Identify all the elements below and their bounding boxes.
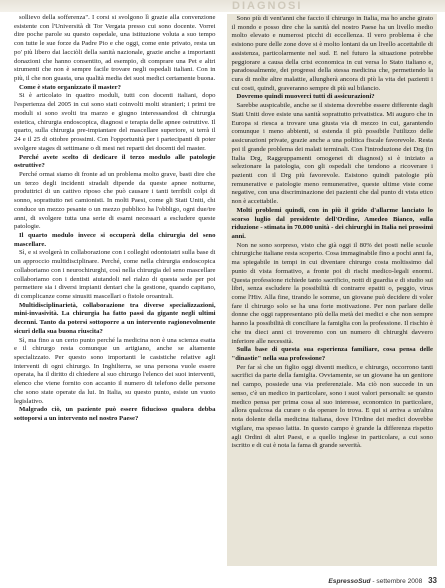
banner-watermark: DIAGNOSI — [232, 0, 303, 12]
magazine-name: EspressoSud — [328, 578, 371, 585]
paragraph: Sì, e si svolgerà in collaborazione con i colleghi odontoiatri sulla base di un approccio multidisciplinare. Perché, come nella chirurgia endoscopica collaboriamo con i neurochirurghi, così nella chirurgia del seno mascellare collaboriamo con i dentisti aiutandoli nel rialzo di questa sede per poi permettere sia i diversi impianti dentari che la gestione, quando capitano, di complicanze come sinusiti mascellari o fistole oroantrali. — [14, 249, 216, 300]
interview-question: Multidisciplinarietà, collaborazione tra diverse specializzazioni, mini-invasività. La chirurgia ha fatto passi da gigante negli ultimi decenni. Tanto da potersi sottoporre a un intervento ragionevolmente sicuri della sua buona riuscita? — [14, 301, 216, 335]
interview-question: Perché avete scelto di dedicare il terzo modulo alle patologie ostruttive? — [14, 153, 216, 170]
issue-date: - settembre 2008 — [372, 578, 423, 585]
page-footer — [328, 576, 437, 585]
interview-question: Come è stato organizzato il master? — [19, 83, 121, 91]
top-banner — [0, 0, 445, 12]
interview-question: Sulla base di questa sua esperienza familiare, cosa pensa delle "dinastie" nella sua professione? — [231, 346, 433, 363]
interview-question: Malgrado ciò, un paziente può essere fiducioso qualora debba sottoporsi a un intervento nel nostro Paese? — [14, 406, 216, 423]
interview-question: Molti problemi quindi, con in più il grido d'allarme lanciato lo scorso luglio dal presidente dell'Ordine, Amedeo Bianco, sulla riduzione - stimata in 70.000 unità - dei chirurghi in Italia nei prossimi anni. — [231, 206, 433, 240]
paragraph: Perché ormai siamo di fronte ad un problema molto grave, basti dire che un terzo degli incidenti stradali dipende da queste apnee notturne, produttrici di un cattivo riposo che può causare i tanti terribili colpi di sonno, soprattutto nei camionisti. In molti Paesi, come gli Stati Uniti, chi conduce un mezzo pesante o un mezzo pubblico ha l'obbligo, ogni due/tre anni, di svolgere tutta una serie di esami necessari a escludere queste patologie. — [14, 170, 216, 231]
paragraph: Sì, ma fino a un certo punto perché la medicina non è una scienza esatta e il chirurgo resta comunque un artigiano, anche se altamente specializzato. Per questo sono importanti le casistiche relative agli interventi di ogni chirurgo. In Inghilterra, se una persona vuole essere operata, ha il diritto di chiedere al suo chirurgo l'elenco dei suoi interventi, elenco che viene fornito con accanto il numero di telefono delle persone che sono state operate da lui. In Italia, su questo punto, esiste un vuoto legislativo. — [14, 336, 216, 405]
left-column — [12, 14, 218, 566]
interview-question: Dovremo quindi muoverci tutti di assicurazioni? — [236, 93, 375, 101]
article-body — [12, 14, 437, 566]
page-number: 33 — [428, 576, 437, 585]
paragraph: Sarebbe auspicabile, anche se il sistema dovrebbe essere differente dagli Stati Uniti dove esiste una sanità soprattutto privatistica. Mi auguro che in Europa si riesca a trovare una giusta via di mezzo in cui, garantendo comunque i meno abbienti, si estenda il più possibile l'utilizzo delle assicurazioni private, grazie anche a una politica fiscale favorevole. Resta poi il grande problema dei malati terminali. Con l'introduzione dei Drg (in Italia Drg, Raggruppamenti omogenei di diagnosi) si è iniziato a selezionare la patologia, con gli ospedali che tendono a ricoverare i pazienti con il Drg più favorevole. Esistono quindi patologie più remunerative e patologie meno remunerative, queste ultime viste come negative, con una discriminazione dei pazienti che dal punto di vista etico non è accettabile. — [231, 102, 433, 206]
paragraph: Per far sì che un figlio oggi diventi medico, e chirurgo, occorrono tanti sacrifici da parte della famiglia. Ovviamente, se un giovane ha un genitore nel campo, possiede una via preferenziale. Ma ciò non succede in un senso, c'è un medico in particolare, sono i suoi valori personali: se questo medico pensa per prima cosa al suo interesse, economico in particolare, allora qualcosa da curare o da operare lo trova. E qui si arriva a un'altra nota dolente della medicina italiana, dove l'Ordine dei medici dovrebbe vigilare, ma spesso latita. In questo campo è grande la differenza rispetto agli Ordini di altri Paesi, e a quello inglese in particolare, a cui sono iscritto e di cui è nota la fama di grande severità. — [231, 363, 433, 450]
paragraph: Sono più di vent'anni che faccio il chirurgo in Italia, ma ho anche girato il mondo e posso dire che la sanità del nostro Paese ha un livello medio molto elevato e numerosi picchi di eccellenza. Il vero problema è che esistono pure delle zone dove si è molto lontani da un livello accettabile di assistenza, particolarmente nel sud. E nel futuro la situazione potrebbe peggiorare a causa della crisi economica in cui versa lo Stato italiano e, paradossalmente, dei progressi della stessa medicina che, permettendo la cura di molte altre malattie, allungherà ancora di più la vita dei pazienti i cui costi, quindi, graveranno sempre di più sul bilancio. — [231, 15, 433, 92]
paragraph: sollievo della sofferenza". I corsi si svolgono lì grazie alla convenzione esistente con l'Università di Tor Vergata presso cui sono docente. Vorrei dire poche parole su questo ospedale, una istituzione voluta a suo tempo con tutte le sue forze da Padre Pio e che oggi, come ente privato, resta un po' più libero dai lacciòli della sanità nazionale, grazie anche a importanti donazioni che hanno consentito, ad esempio, di comprare una Pet e altri strumenti che non è sempre facile trovare negli ospedali italiani. Con in più, il che non guasta, una qualità media dei suoi medici certamente buona. — [14, 14, 216, 83]
paragraph: Non ne sono sorpreso, visto che già oggi il 80% dei posti nelle scuole chirurgiche italiane resta scoperto. Cosa immaginabile fino a pochi anni fa, ma spiegabile in tempi in cui diventare chirurgo costa moltissimo dal punto di vista formativo, a fronte poi di rischi medico-legali enormi. Questa professione richiede tanto sacrificio, notti di guardia e di studio sui libri, senza escludere la possibilità di contrarre epatiti o, peggio, virus come l'Hiv. Alla fine, tirando le somme, un giovane può decidere di voler fare il chirurgo solo se ha una forte motivazione. Per non parlare delle donne che oggi rappresentano più della metà dei medici e che non sempre hanno la possibilità di conciliare la famiglia con la professione. Il rischio è che tra dieci anni ci troveremo con un numero di chirurghi davvero inferiore alle necessità. — [231, 241, 433, 345]
interview-question: Il quarto modulo invece si occuperà della chirurgia del seno mascellare. — [14, 231, 216, 248]
paragraph: Si è articolato in quattro moduli, tutti con docenti italiani, dopo l'esperienza del 2005 in cui sono stati coinvolti molti stranieri; i primi tre moduli si sono svolti tra marzo e giugno interessandosi di chirurgia estetica, chirurgia endoscopica, diagnosi e terapia delle apnee ostruttive. Il quarto, sulla chirurgia pre-impiantare del mascellare superiore, si terrà il 24 e il 25 di ottobre prossimi. Con l'opportunità per i partecipanti di poter svolgere stages di settimane o di mesi nei reparti dei docenti del master. — [14, 92, 216, 152]
right-column — [227, 14, 438, 566]
